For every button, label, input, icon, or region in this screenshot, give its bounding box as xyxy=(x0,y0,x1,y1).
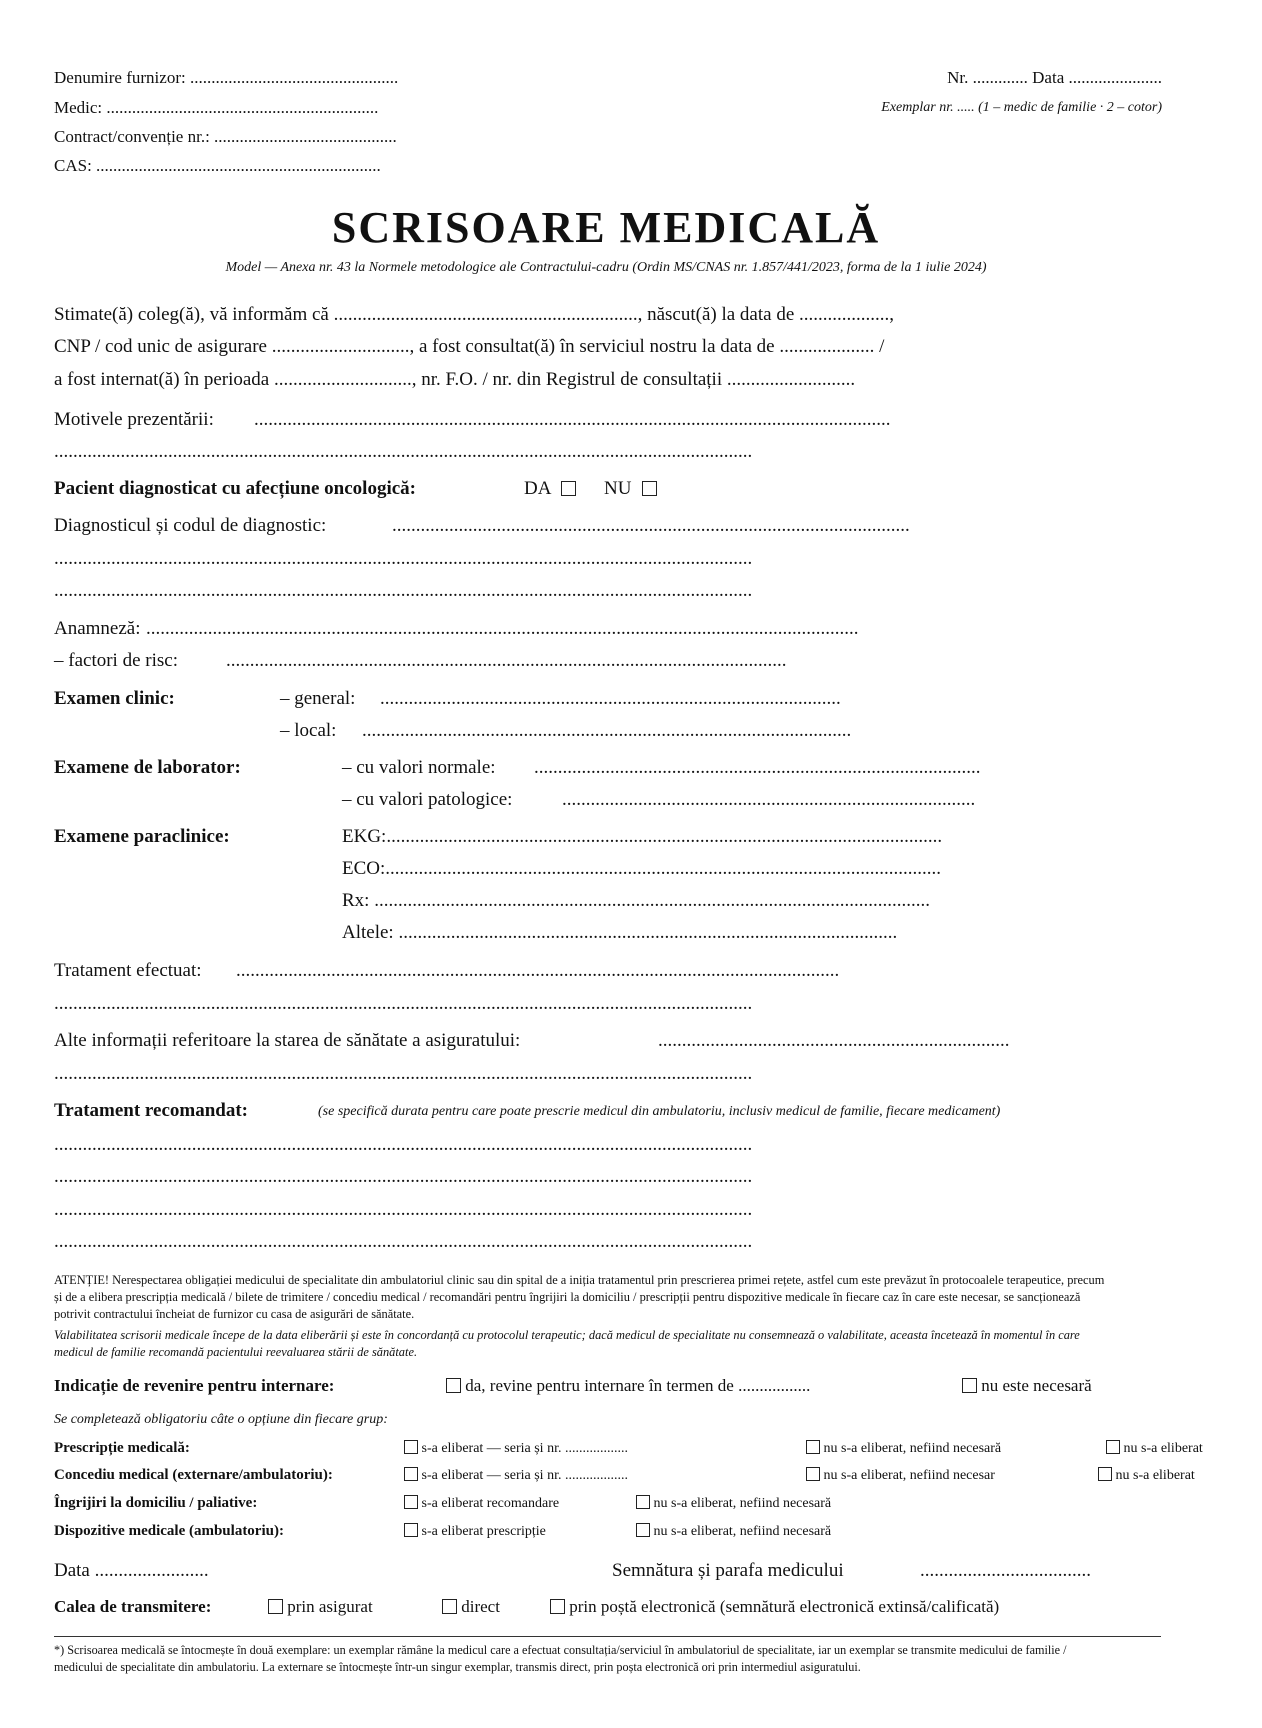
other-info-dots-1[interactable]: .......................................................................... xyxy=(658,1030,1010,1051)
risk-factors-label: – factori de risc: xyxy=(54,650,178,671)
home-care-label: Îngrijiri la domiciliu / paliative: xyxy=(54,1495,258,1511)
prescription-issued-label: s-a eliberat — seria și nr. .................. xyxy=(421,1441,628,1456)
intro-line-3[interactable]: a fost internat(ă) în perioada ............................., nr. F.O. / nr. din Registrul de consultații ........................... xyxy=(54,369,856,390)
prescription-label: Prescripție medicală: xyxy=(54,1440,190,1456)
paraclinical-rx[interactable]: Rx: ..................................................................................................................... xyxy=(342,890,930,911)
sick-leave-not-issued-checkbox[interactable] xyxy=(1098,1467,1112,1481)
lab-normal-label: – cu valori normale: xyxy=(342,757,496,778)
sick-leave-not-issued-label: nu s-a eliberat xyxy=(1115,1468,1195,1483)
transmission-insured-label: prin asigurat xyxy=(287,1597,373,1616)
clinical-general-dots[interactable]: ................................................................................................. xyxy=(380,688,841,709)
doctor-field[interactable]: Medic: ................................................................ xyxy=(54,98,379,117)
reasons-label: Motivele prezentării: xyxy=(54,409,214,430)
prescription-not-issued-label: nu s-a eliberat xyxy=(1123,1441,1203,1456)
readmission-yes-label: da, revine pentru internare în termen de ................. xyxy=(465,1376,811,1395)
clinical-general-label: – general: xyxy=(280,688,356,709)
intro-line-2[interactable]: CNP / cod unic de asigurare ............................., a fost consultat(ă) în serviciul nostru la data de .................... / xyxy=(54,336,885,357)
home-care-not-needed-label: nu s-a eliberat, nefiind necesară xyxy=(653,1496,832,1511)
copy-number-note: Exemplar nr. ..... (1 – medic de familie · 2 – cotor) xyxy=(881,100,1162,115)
readmission-yes-option[interactable] xyxy=(446,1376,810,1396)
treatment-done-label: Tratament efectuat: xyxy=(54,960,202,981)
paraclinical-label: Examene paraclinice: xyxy=(54,826,230,847)
paraclinical-ekg[interactable]: EKG:..................................................................................................................... xyxy=(342,826,943,847)
clinical-local-label: – local: xyxy=(280,720,337,741)
oncology-no-checkbox[interactable] xyxy=(642,481,657,496)
cas-field[interactable]: CAS: ................................................................... xyxy=(54,156,381,175)
number-date-field[interactable]: Nr. ............. Data ...................... xyxy=(947,68,1162,87)
home-care-issued-label: s-a eliberat recomandare xyxy=(421,1496,560,1511)
paraclinical-eco[interactable]: ECO:..................................................................................................................... xyxy=(342,858,942,879)
other-info-dots-2[interactable]: ................................................................................................................................................... xyxy=(54,1063,753,1084)
prescription-not-needed-checkbox[interactable] xyxy=(806,1440,820,1454)
risk-factors-dots[interactable]: ...................................................................................................................... xyxy=(226,650,787,671)
recommended-treatment-label: Tratament recomandat: xyxy=(54,1100,248,1121)
other-info-label: Alte informații referitoare la starea de sănătate a asiguratului: xyxy=(54,1030,521,1051)
treatment-done-dots-2[interactable]: ................................................................................................................................................... xyxy=(54,993,753,1014)
devices-not-needed-label: nu s-a eliberat, nefiind necesară xyxy=(653,1524,832,1539)
contract-field[interactable]: Contract/convenție nr.: ........................................... xyxy=(54,127,397,146)
signature-field[interactable]: .................................... xyxy=(920,1560,1091,1581)
sick-leave-label: Concediu medical (externare/ambulatoriu): xyxy=(54,1467,333,1483)
transmission-email-checkbox[interactable] xyxy=(550,1599,565,1614)
diagnosis-dots-3[interactable]: ................................................................................................................................................... xyxy=(54,580,753,601)
sick-leave-issued-label: s-a eliberat — seria și nr. .................. xyxy=(421,1468,628,1483)
anamnesis-label: Anamneză: xyxy=(54,618,141,639)
reasons-dots-2[interactable]: ................................................................................................................................................... xyxy=(54,441,753,462)
recommended-dots-3[interactable]: ................................................................................................................................................... xyxy=(54,1199,753,1220)
devices-issued-label: s-a eliberat prescripție xyxy=(421,1524,546,1539)
date-field[interactable]: Data ........................ xyxy=(54,1560,209,1581)
provider-field[interactable]: Denumire furnizor: ................................................. xyxy=(54,68,399,87)
oncology-label: Pacient diagnosticat cu afecțiune oncologică: xyxy=(54,478,417,499)
lab-pathologic-label: – cu valori patologice: xyxy=(342,789,513,810)
page-subtitle: Model — Anexa nr. 43 la Normele metodologice ale Contractului-cadru (Ordin MS/CNAS nr. 1.857/441/2023, forma de la 1 iulie 2024) xyxy=(225,260,987,275)
oncology-yes-checkbox[interactable] xyxy=(561,481,576,496)
footnote-divider xyxy=(54,1636,1161,1637)
home-care-option-issued[interactable] xyxy=(404,1495,559,1512)
mandatory-note: Se completează obligatoriu câte o opțiune din fiecare grup: xyxy=(54,1412,388,1427)
clinical-local-dots[interactable]: ....................................................................................................... xyxy=(362,720,852,741)
footnote: *) Scrisoarea medicală se întocmește în două exemplare: un exemplar rămâne la medicul care a efectuat consultația/serviciul în ambulatoriul de specialitate, iar un exemplar se transmite medicului de familie / medicului de specialitate din ambulatoriu. La externare se întocmește într-un singur exemplar, transmis direct, prin poșta electronică ori prin intermediul asiguratului. xyxy=(54,1643,1067,1674)
devices-option-issued[interactable] xyxy=(404,1523,546,1540)
sick-leave-issued-checkbox[interactable] xyxy=(404,1467,418,1481)
oncology-no[interactable] xyxy=(604,478,657,500)
recommended-treatment-note: (se specifică durata pentru care poate prescrie medicul din ambulatoriu, inclusiv medicul de familie, fiecare medicament) xyxy=(318,1104,1001,1119)
prescription-option-not-needed[interactable] xyxy=(806,1440,1001,1457)
validity-text: Valabilitatea scrisorii medicale începe de la data eliberării și este în concordanță cu protocolul terapeutic; dacă medicul de specialitate nu consemnează o valabilitate, aceasta încetează în momentul în care medicul de familie recomandă pacientului reevaluarea stării de sănătate. xyxy=(54,1328,1080,1359)
readmission-yes-checkbox[interactable] xyxy=(446,1378,461,1393)
recommended-dots-2[interactable]: ................................................................................................................................................... xyxy=(54,1166,753,1187)
prescription-not-needed-label: nu s-a eliberat, nefiind necesară xyxy=(823,1441,1002,1456)
readmission-label: Indicație de revenire pentru internare: xyxy=(54,1376,335,1395)
sick-leave-not-needed-label: nu s-a eliberat, nefiind necesar xyxy=(823,1468,995,1483)
home-care-option-not-needed[interactable] xyxy=(636,1495,831,1512)
devices-issued-checkbox[interactable] xyxy=(404,1523,418,1537)
reasons-dots-1[interactable]: ...................................................................................................................................... xyxy=(254,409,891,430)
sick-leave-option-issued[interactable] xyxy=(404,1467,628,1484)
oncology-yes[interactable] xyxy=(524,478,576,500)
prescription-option-issued[interactable] xyxy=(404,1440,628,1457)
transmission-direct-checkbox[interactable] xyxy=(442,1599,457,1614)
intro-line-1[interactable]: Stimate(ă) coleg(ă), vă informăm că ................................................................, născut(ă) la data de ..................., xyxy=(54,304,895,325)
home-care-not-needed-checkbox[interactable] xyxy=(636,1495,650,1509)
readmission-no-option[interactable] xyxy=(962,1376,1092,1396)
sick-leave-option-not-needed[interactable] xyxy=(806,1467,995,1484)
anamnesis-dots[interactable]: ...................................................................................................................................................... xyxy=(146,618,859,639)
diagnosis-dots-2[interactable]: ................................................................................................................................................... xyxy=(54,548,753,569)
diagnosis-dots-1[interactable]: ............................................................................................................. xyxy=(392,515,910,536)
diagnosis-label: Diagnosticul și codul de diagnostic: xyxy=(54,515,327,536)
sick-leave-option-not-issued[interactable] xyxy=(1098,1467,1195,1484)
prescription-not-issued-checkbox[interactable] xyxy=(1106,1440,1120,1454)
recommended-dots-4[interactable]: ................................................................................................................................................... xyxy=(54,1231,753,1252)
lab-pathologic-dots[interactable]: ....................................................................................... xyxy=(562,789,976,810)
page-title: SCRISOARE MEDICALĂ xyxy=(331,203,881,252)
prescription-option-not-issued[interactable] xyxy=(1106,1440,1203,1457)
sick-leave-not-needed-checkbox[interactable] xyxy=(806,1467,820,1481)
readmission-no-checkbox[interactable] xyxy=(962,1378,977,1393)
readmission-no-label: nu este necesară xyxy=(981,1376,1092,1395)
devices-option-not-needed[interactable] xyxy=(636,1523,831,1540)
lab-exams-label: Examene de laborator: xyxy=(54,757,241,778)
paraclinical-other[interactable]: Altele: ......................................................................................................... xyxy=(342,922,898,943)
clinical-exam-label: Examen clinic: xyxy=(54,688,175,709)
devices-label: Dispozitive medicale (ambulatoriu): xyxy=(54,1523,284,1539)
transmission-label: Calea de transmitere: xyxy=(54,1597,212,1616)
transmission-email-label: prin poștă electronică (semnătură electronică extinsă/calificată) xyxy=(569,1597,1000,1616)
treatment-done-dots-1[interactable]: ............................................................................................................................... xyxy=(236,960,840,981)
transmission-option-direct[interactable] xyxy=(442,1597,500,1617)
lab-normal-dots[interactable]: .............................................................................................. xyxy=(534,757,981,778)
prescription-issued-checkbox[interactable] xyxy=(404,1440,418,1454)
transmission-option-email[interactable] xyxy=(550,1597,999,1617)
transmission-insured-checkbox[interactable] xyxy=(268,1599,283,1614)
oncology-yes-label: DA xyxy=(524,478,551,499)
devices-not-needed-checkbox[interactable] xyxy=(636,1523,650,1537)
oncology-no-label: NU xyxy=(604,478,632,499)
recommended-dots-1[interactable]: ................................................................................................................................................... xyxy=(54,1134,753,1155)
transmission-option-insured[interactable] xyxy=(268,1597,373,1617)
transmission-direct-label: direct xyxy=(461,1597,500,1616)
signature-label: Semnătura și parafa medicului xyxy=(612,1560,844,1581)
warning-text: ATENȚIE! Nerespectarea obligației medicului de specialitate din ambulatoriul clinic sau din spital de a iniția tratamentul prin prescrierea primei rețete, astfel cum este prevăzut în protocoalele terapeutice, precum și de a elibera prescripția medicală / bilete de trimitere / concediu medical / recomandări pentru îngrijiri la domiciliu / prescripții pentru dispozitive medicale în fiecare caz în care este necesar, se sancționează potrivit contractului încheiat de furnizor cu casa de asigurări de sănătate. xyxy=(54,1273,1105,1321)
home-care-issued-checkbox[interactable] xyxy=(404,1495,418,1509)
